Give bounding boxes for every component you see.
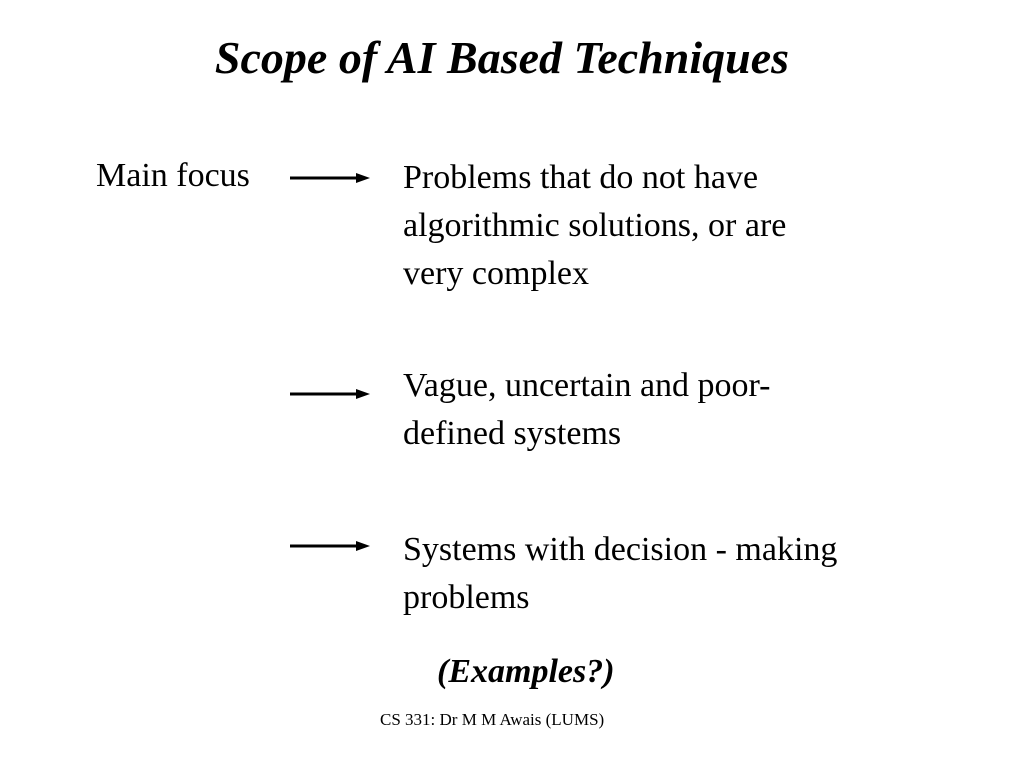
slide-title: Scope of AI Based Techniques bbox=[214, 32, 790, 83]
item-text-line: problems bbox=[403, 579, 530, 616]
item-text-line: Systems with decision - making bbox=[403, 531, 838, 568]
item-text-line: defined systems bbox=[403, 415, 622, 452]
item-text-line: very complex bbox=[403, 255, 589, 292]
list-item bbox=[403, 154, 963, 298]
list-item bbox=[403, 526, 963, 622]
right-arrow-icon bbox=[290, 388, 370, 400]
slide-footer: CS 331: Dr M M Awais (LUMS) bbox=[380, 710, 605, 729]
right-arrow-icon bbox=[290, 172, 370, 184]
main-focus-label: Main focus bbox=[96, 157, 250, 194]
item-text-line: algorithmic solutions, or are bbox=[403, 207, 787, 244]
list-item bbox=[403, 362, 963, 458]
right-arrow-icon bbox=[290, 540, 370, 552]
item-text-line: Problems that do not have bbox=[403, 159, 759, 196]
examples-prompt: (Examples?) bbox=[437, 653, 615, 690]
item-text-line: Vague, uncertain and poor- bbox=[403, 367, 771, 404]
